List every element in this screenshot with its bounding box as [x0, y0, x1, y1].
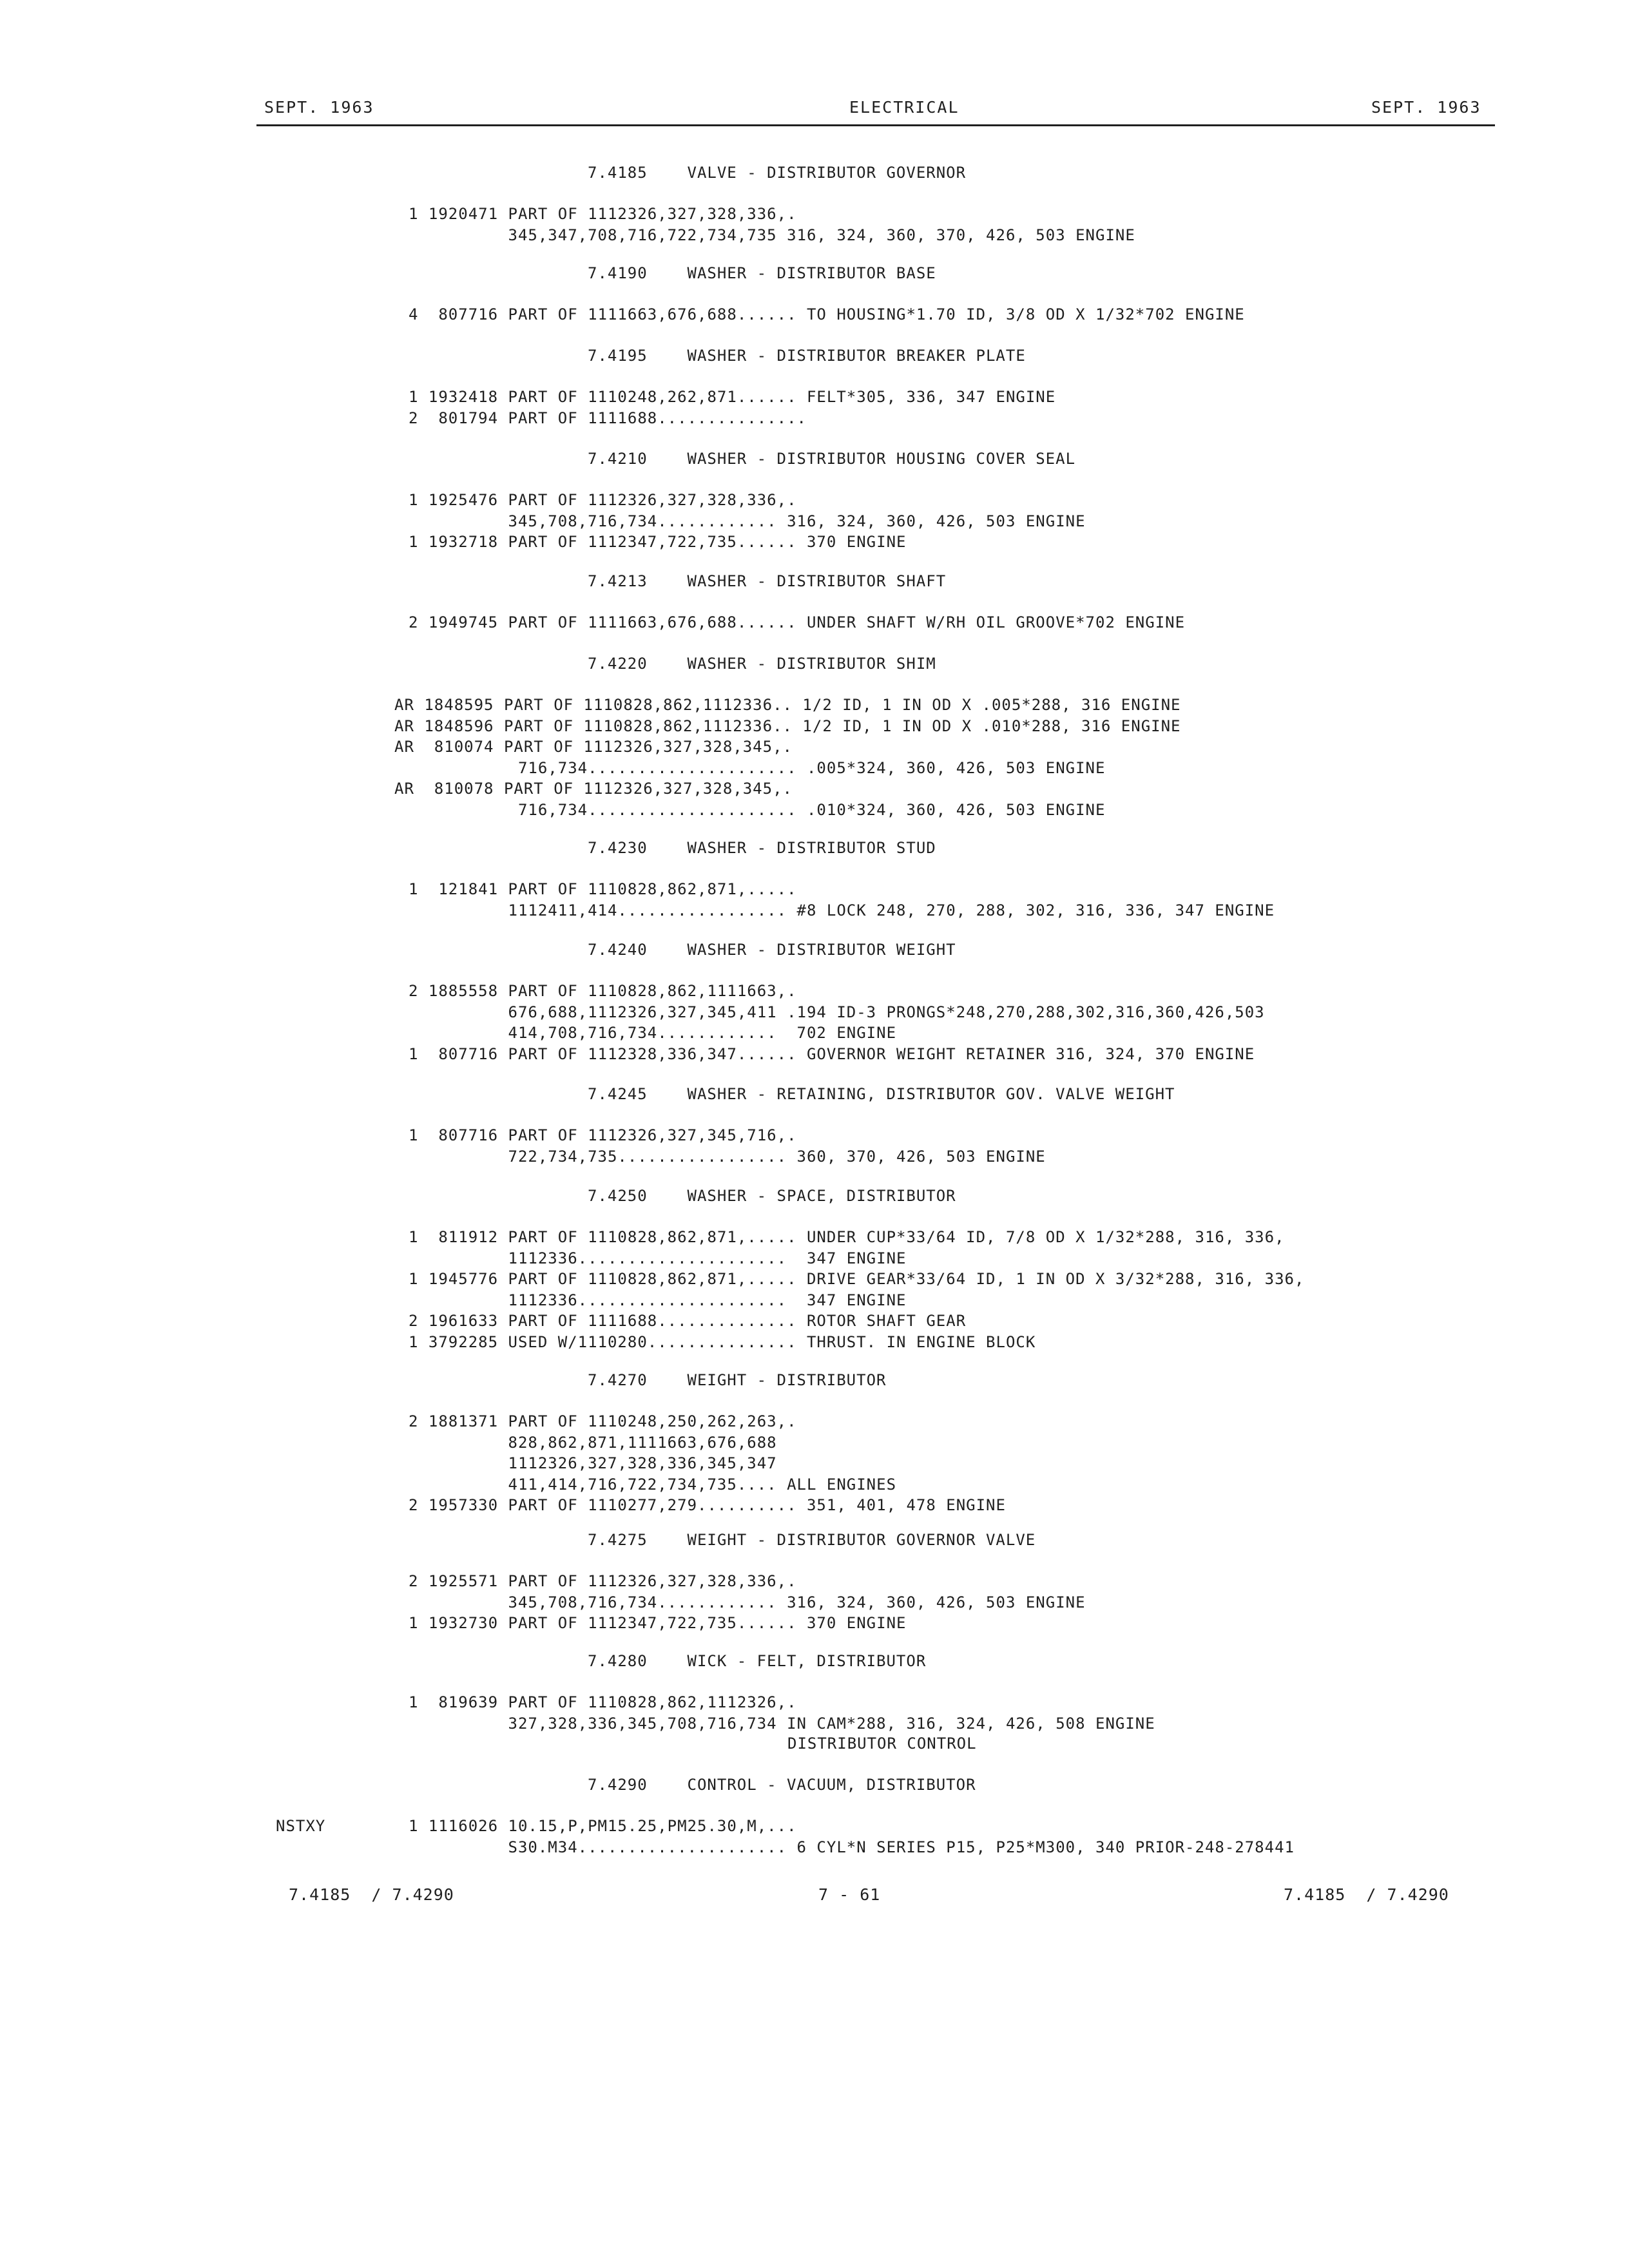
part-line: 1 121841 PART OF 1110828,862,871,..... — [409, 880, 797, 898]
section-heading: 7.4210 WASHER - DISTRIBUTOR HOUSING COVER SEAL — [588, 450, 1076, 468]
part-line: 1112411,414................. #8 LOCK 248, 270, 288, 302, 316, 336, 347 ENGINE — [409, 901, 1275, 919]
section-heading: 7.4220 WASHER - DISTRIBUTOR SHIM — [588, 655, 936, 673]
footer-page-number: 7 - 61 — [818, 1885, 881, 1904]
part-line: 2 1885558 PART OF 1110828,862,1111663,. — [409, 982, 797, 1000]
part-line: 345,347,708,716,722,734,735 316, 324, 360, 370, 426, 503 ENGINE — [409, 226, 1135, 244]
section-heading: 7.4213 WASHER - DISTRIBUTOR SHAFT — [588, 572, 947, 590]
part-line: 1 1925476 PART OF 1112326,327,328,336,. — [409, 491, 797, 509]
part-line: 1112326,327,328,336,345,347 — [409, 1454, 777, 1472]
part-line: S30.M34..................... 6 CYL*N SERIES P15, P25*M300, 340 PRIOR-248-278441 — [409, 1838, 1295, 1856]
section-heading: 7.4230 WASHER - DISTRIBUTOR STUD — [588, 839, 936, 857]
part-line: 2 1961633 PART OF 1111688.............. ROTOR SHAFT GEAR — [409, 1312, 967, 1330]
part-line: 414,708,716,734............ 702 ENGINE — [409, 1024, 897, 1042]
part-line: 1 1932718 PART OF 1112347,722,735...... 370 ENGINE — [409, 533, 907, 551]
nstxy-prefix: NSTXY — [276, 1817, 326, 1835]
section-heading: 7.4250 WASHER - SPACE, DISTRIBUTOR — [588, 1187, 956, 1205]
header-section-title: ELECTRICAL — [849, 98, 959, 117]
part-line: AR 810074 PART OF 1112326,327,328,345,. — [394, 738, 793, 756]
section-heading: 7.4195 WASHER - DISTRIBUTOR BREAKER PLATE — [588, 347, 1026, 365]
part-line: 1 819639 PART OF 1110828,862,1112326,. — [409, 1693, 797, 1711]
part-line: 1112336..................... 347 ENGINE — [409, 1249, 907, 1267]
part-line: 716,734..................... .005*324, 360, 426, 503 ENGINE — [409, 758, 1106, 777]
header-date-left: SEPT. 1963 — [264, 98, 374, 117]
footer-range-left: 7.4185 / 7.4290 — [289, 1885, 454, 1904]
part-line: 1 1932418 PART OF 1110248,262,871...... FELT*305, 336, 347 ENGINE — [409, 388, 1056, 406]
part-line: 4 807716 PART OF 1111663,676,688...... TO HOUSING*1.70 ID, 3/8 OD X 1/32*702 ENGINE — [409, 305, 1245, 323]
part-line: 716,734..................... .010*324, 360, 426, 503 ENGINE — [409, 800, 1106, 819]
part-line: 1 3792285 USED W/1110280............... THRUST. IN ENGINE BLOCK — [409, 1332, 1036, 1351]
part-line: 1112336..................... 347 ENGINE — [409, 1291, 907, 1309]
part-line: 2 1957330 PART OF 1110277,279.......... 351, 401, 478 ENGINE — [409, 1496, 1006, 1514]
part-line: 1 1920471 PART OF 1112326,327,328,336,. — [409, 205, 797, 223]
section-heading: 7.4185 VALVE - DISTRIBUTOR GOVERNOR — [588, 164, 967, 182]
part-line: 1 1116026 10.15,P,PM15.25,PM25.30,M,... — [409, 1817, 797, 1835]
header-date-right: SEPT. 1963 — [1371, 98, 1481, 117]
part-line: 411,414,716,722,734,735.... ALL ENGINES — [409, 1475, 897, 1494]
part-line: 345,708,716,734............ 316, 324, 360, 426, 503 ENGINE — [409, 512, 1086, 530]
part-line: 676,688,1112326,327,345,411 .194 ID-3 PRONGS*248,270,288,302,316,360,426,503 — [409, 1003, 1265, 1021]
part-line: 1 1932730 PART OF 1112347,722,735...... 370 ENGINE — [409, 1614, 907, 1632]
section-heading: 7.4290 CONTROL - VACUUM, DISTRIBUTOR — [588, 1776, 976, 1794]
section-heading: 7.4240 WASHER - DISTRIBUTOR WEIGHT — [588, 941, 956, 959]
part-line: AR 1848596 PART OF 1110828,862,1112336.. 1/2 ID, 1 IN OD X .010*288, 316 ENGINE — [394, 716, 1181, 735]
part-line: 1 807716 PART OF 1112328,336,347...... GOVERNOR WEIGHT RETAINER 316, 324, 370 ENGINE — [409, 1044, 1255, 1063]
part-line: AR 1848595 PART OF 1110828,862,1112336.. 1/2 ID, 1 IN OD X .005*288, 316 ENGINE — [394, 696, 1181, 714]
part-line: 1 807716 PART OF 1112326,327,345,716,. — [409, 1126, 797, 1144]
part-line: 2 1881371 PART OF 1110248,250,262,263,. — [409, 1412, 797, 1430]
group-title: DISTRIBUTOR CONTROL — [787, 1735, 977, 1753]
part-line: 1 811912 PART OF 1110828,862,871,..... UNDER CUP*33/64 ID, 7/8 OD X 1/32*288, 316, 336, — [409, 1228, 1285, 1246]
section-heading: 7.4245 WASHER - RETAINING, DISTRIBUTOR GOV. VALVE WEIGHT — [588, 1085, 1175, 1103]
part-line: 2 1925571 PART OF 1112326,327,328,336,. — [409, 1572, 797, 1590]
part-line: 2 801794 PART OF 1111688............... — [409, 408, 807, 427]
section-heading: 7.4275 WEIGHT - DISTRIBUTOR GOVERNOR VALVE — [588, 1531, 1036, 1549]
part-line: 722,734,735................. 360, 370, 426, 503 ENGINE — [409, 1147, 1046, 1166]
part-line: AR 810078 PART OF 1112326,327,328,345,. — [394, 780, 793, 798]
part-line: 345,708,716,734............ 316, 324, 360, 426, 503 ENGINE — [409, 1593, 1086, 1611]
section-heading: 7.4280 WICK - FELT, DISTRIBUTOR — [588, 1652, 927, 1670]
header-rule — [256, 124, 1495, 126]
section-heading: 7.4270 WEIGHT - DISTRIBUTOR — [588, 1371, 887, 1389]
part-line: 327,328,336,345,708,716,734 IN CAM*288, 316, 324, 426, 508 ENGINE — [409, 1714, 1155, 1733]
footer-range-right: 7.4185 / 7.4290 — [1284, 1885, 1449, 1904]
section-heading: 7.4190 WASHER - DISTRIBUTOR BASE — [588, 264, 936, 282]
part-line: 2 1949745 PART OF 1111663,676,688...... UNDER SHAFT W/RH OIL GROOVE*702 ENGINE — [409, 613, 1186, 631]
part-line: 828,862,871,1111663,676,688 — [409, 1433, 777, 1452]
part-line: 1 1945776 PART OF 1110828,862,871,..... DRIVE GEAR*33/64 ID, 1 IN OD X 3/32*288, 316, 336, — [409, 1270, 1305, 1288]
